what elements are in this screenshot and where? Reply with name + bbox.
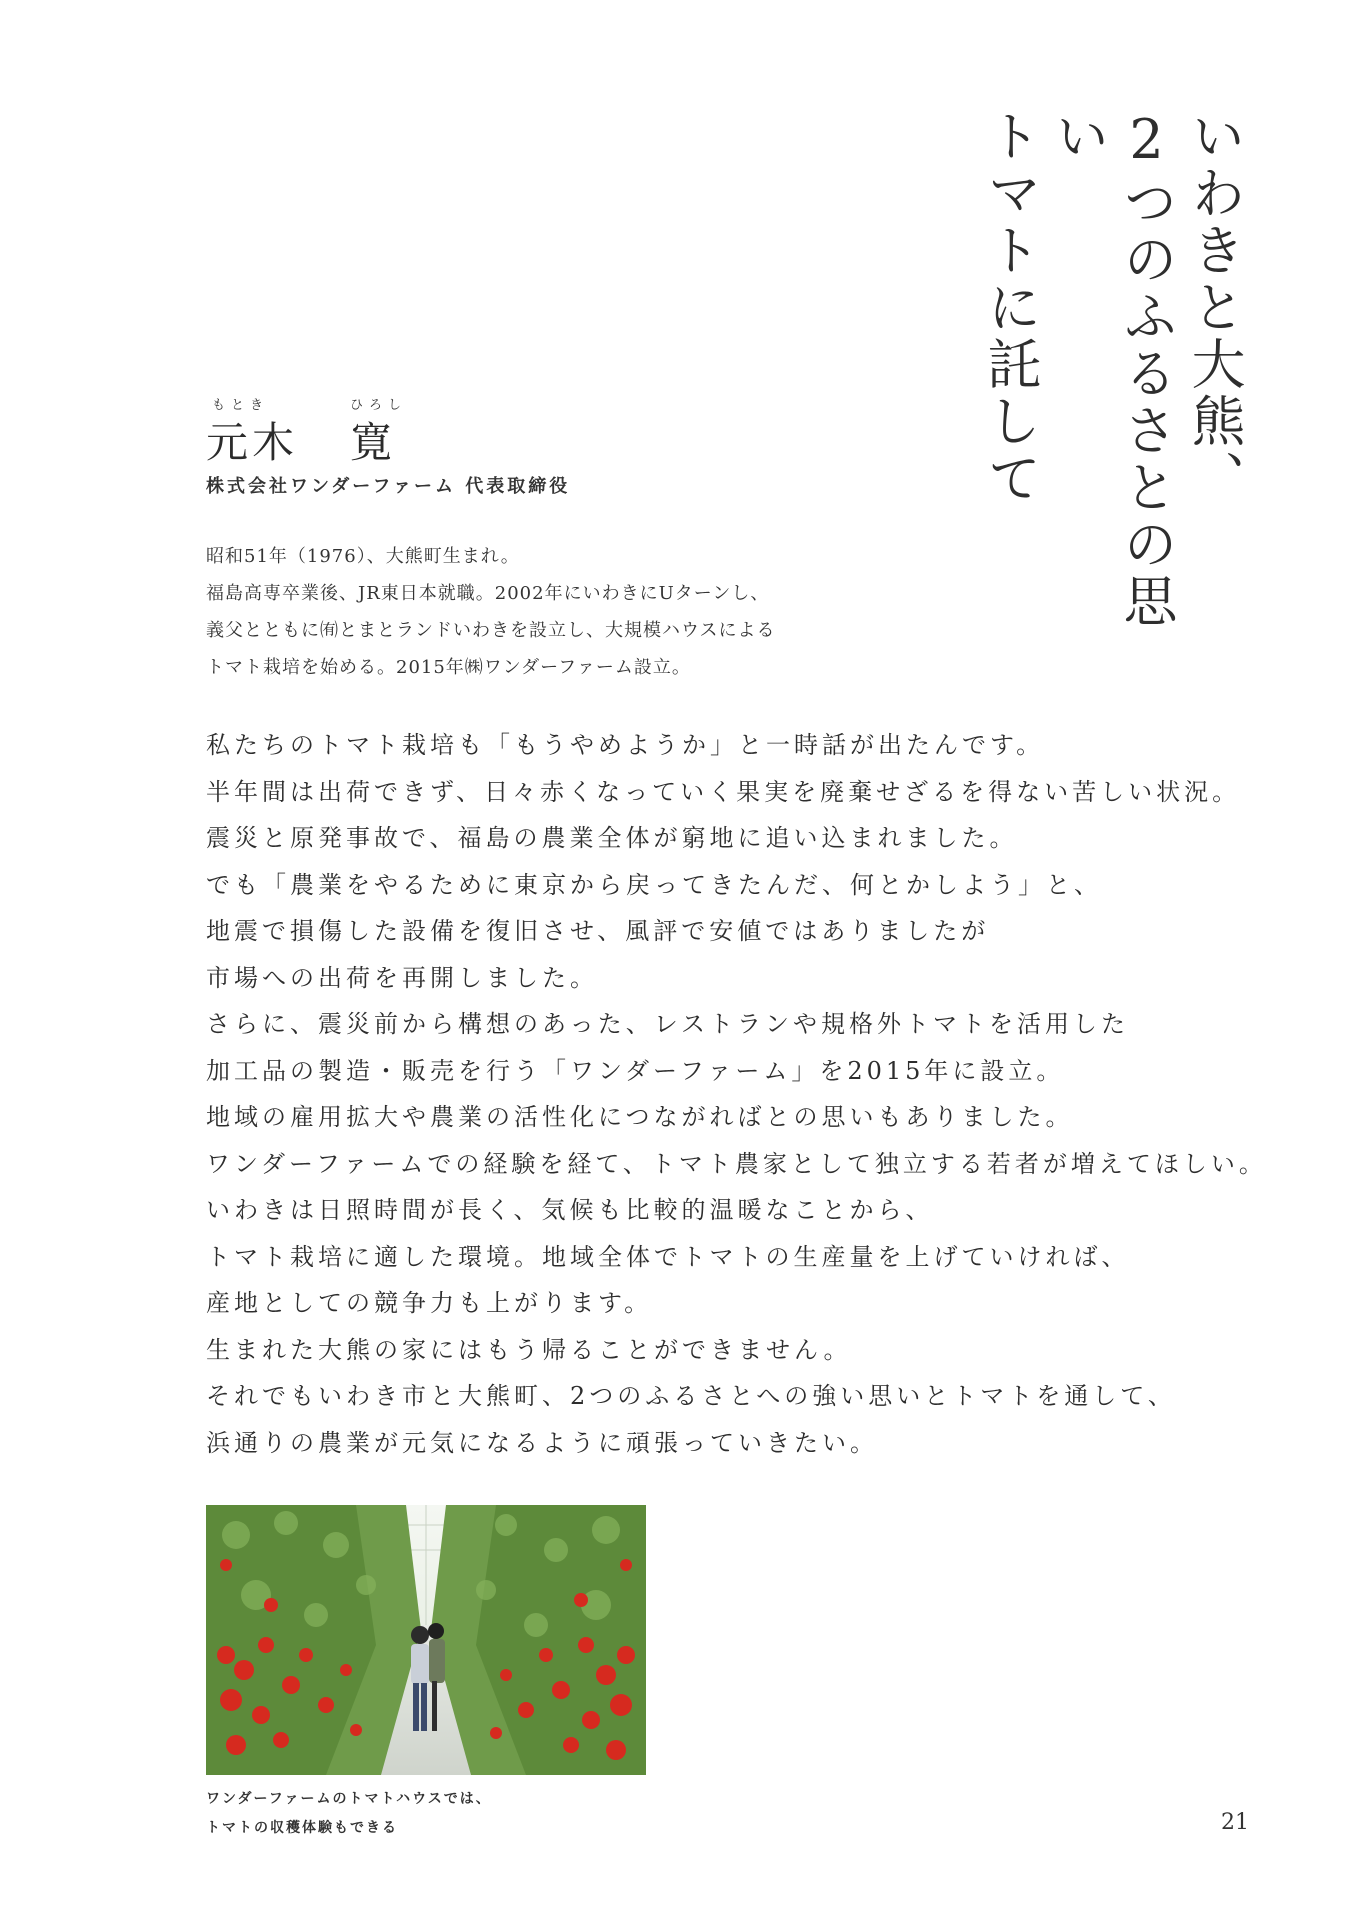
body-text xyxy=(206,722,1267,1466)
body-line: 地震で損傷した設備を復旧させ、風評で安値ではありましたが xyxy=(206,917,990,945)
bio-line: 義父とともに㈲とまとランドいわきを設立し、大規模ハウスによる xyxy=(206,620,776,641)
body-line: 加工品の製造・販売を行う「ワンダーファーム」を2015年に設立。 xyxy=(206,1056,1065,1085)
bio-line: トマト栽培を始める。2015年㈱ワンダーファーム設立。 xyxy=(206,657,691,678)
body-line: 産地としての競争力も上がります。 xyxy=(206,1289,653,1317)
body-line: 生まれた大熊の家にはもう帰ることができません。 xyxy=(206,1335,852,1364)
photo-caption xyxy=(206,1785,492,1843)
family-name: 元木 xyxy=(206,418,299,467)
bio-line: 福島高専卒業後、JR東日本就職。2002年にいわきにUターンし、 xyxy=(206,583,770,604)
body-line: さらに、震災前から構想のあった、レストランや規格外トマトを活用した xyxy=(206,1010,1130,1038)
person-position: 株式会社ワンダーファーム 代表取締役 xyxy=(206,476,571,497)
furigana-family-name: もとき xyxy=(212,398,270,413)
page-number: 21 xyxy=(1221,1810,1249,1835)
caption-line: ワンダーファームのトマトハウスでは、 xyxy=(206,1791,492,1807)
body-line: それでもいわき市と大熊町、2つのふるさとへの強い思いとトマトを通して、 xyxy=(206,1382,1176,1410)
given-name: 寛 xyxy=(350,418,397,467)
person-name xyxy=(206,410,396,470)
body-line: 震災と原発事故で、福島の農業全体が窮地に追い込まれました。 xyxy=(206,824,1018,852)
tomato-greenhouse-illustration xyxy=(206,1505,646,1775)
caption-line: トマトの収穫体験もできる xyxy=(206,1820,398,1836)
body-line: ワンダーファームでの経験を経て、トマト農家として独立する若者が増えてほしい。 xyxy=(206,1149,1267,1178)
body-line: 私たちのトマト栽培も「もうやめようか」と一時話が出たんです。 xyxy=(206,731,1045,759)
biography xyxy=(206,538,906,686)
body-line: 市場への出荷を再開しました。 xyxy=(206,963,598,992)
title-line-1: いわきと大熊、 xyxy=(1183,108,1246,507)
body-line: 浜通りの農業が元気になるように頑張っていきたい。 xyxy=(206,1428,878,1457)
body-line: トマト栽培に適した環境。地域全体でトマトの生産量を上げていければ、 xyxy=(206,1242,1130,1271)
vertical-title xyxy=(976,108,1248,668)
title-line-2: 2つのふるさとの思い xyxy=(1047,108,1178,630)
furigana-given-name: ひろし xyxy=(350,398,408,413)
body-line: でも「農業をやるために東京から戻ってきたんだ、何とかしよう」と、 xyxy=(206,870,1102,899)
title-line-3: トマトに託して xyxy=(979,108,1042,507)
body-line: いわきは日照時間が長く、気候も比較的温暖なことから、 xyxy=(206,1196,934,1224)
bio-line: 昭和51年（1976）、大熊町生まれ。 xyxy=(206,546,520,567)
body-line: 地域の雇用拡大や農業の活性化につながればとの思いもありました。 xyxy=(206,1103,1074,1131)
body-line: 半年間は出荷できず、日々赤くなっていく果実を廃棄せざるを得ない苦しい状況。 xyxy=(206,777,1241,806)
greenhouse-photo xyxy=(206,1505,646,1775)
